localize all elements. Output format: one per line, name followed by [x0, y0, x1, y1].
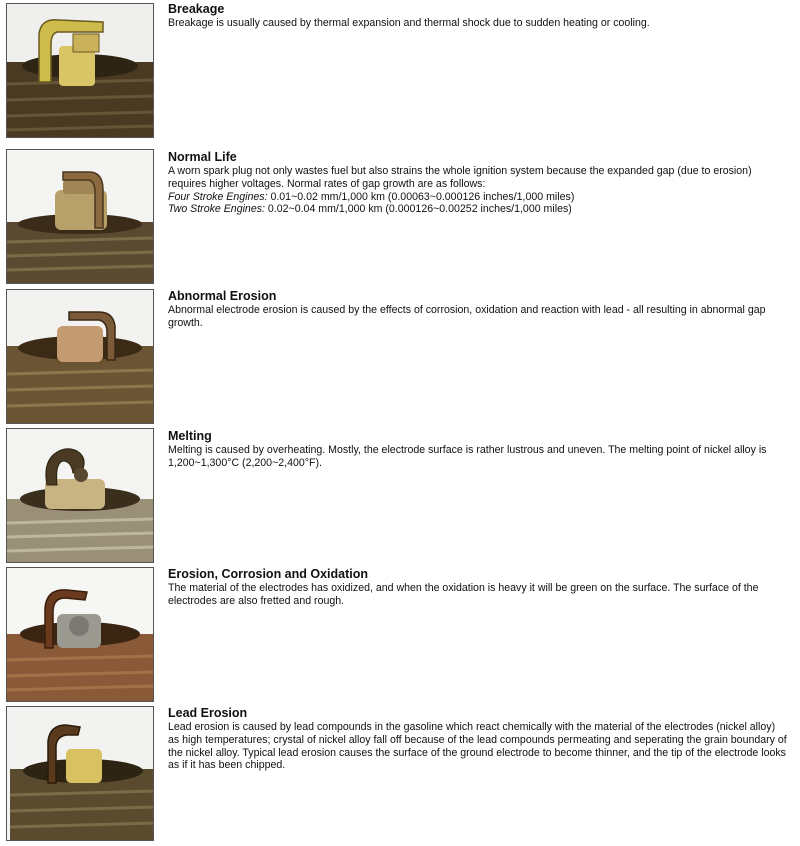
two-stroke-spec [168, 203, 788, 216]
four-stroke-spec [168, 191, 788, 204]
two-stroke-value: 0.02~0.04 mm/1,000 km (0.000126~0.00252 inches/1,000 miles) [264, 203, 572, 216]
section-title: Melting [168, 429, 212, 443]
spark-plug-lead-erosion-photo [6, 706, 154, 841]
section-body: Abnormal electrode erosion is caused by the effects of corrosion, oxidation and reaction with lead - all resulting in abnormal gap growth. [168, 304, 766, 329]
section-body: Lead erosion is caused by lead compounds in the gasoline which react chemically with the material of the electrodes (nickel alloy) as high temperatures; crystal of nickel alloy fall off because of the lead compounds permeating and seperating the grain boundary of the nickel alloy. Typical lead erosion causes the surface of the ground electrode to become thinner, and the tip of the electrode looks as if it has been chipped. [168, 721, 787, 772]
spark-plug-oxidation-photo [6, 567, 154, 702]
four-stroke-value: 0.01~0.02 mm/1,000 km (0.00063~0.000126 inches/1,000 miles) [267, 190, 575, 203]
spark-plug-breakage-photo [6, 3, 154, 138]
spark-plug-abnormal-erosion-photo [6, 289, 154, 424]
section-title: Erosion, Corrosion and Oxidation [168, 567, 369, 581]
section-title: Breakage [168, 2, 225, 16]
spark-plug-melting-photo [6, 428, 154, 563]
section-body: The material of the electrodes has oxidized, and when the oxidation is heavy it will be green on the surface. The surface of the electrodes are also fretted and rough. [168, 582, 759, 607]
section-body: Melting is caused by overheating. Mostly, the electrode surface is rather lustrous and uneven. The melting point of nickel alloy is 1,200~1,300°C (2,200~2,400°F). [168, 444, 767, 469]
two-stroke-label: Two Stroke Engines: [168, 203, 265, 216]
section-body: Breakage is usually caused by thermal expansion and thermal shock due to sudden heating or cooling. [168, 17, 650, 29]
section-title: Normal Life [168, 150, 237, 164]
section-title: Lead Erosion [168, 706, 248, 720]
section-body: A worn spark plug not only wastes fuel but also strains the whole ignition system because the expanded gap (due to erosion) requires higher voltages. Normal rates of gap growth are as follows: [168, 165, 752, 190]
four-stroke-label: Four Stroke Engines: [168, 190, 268, 203]
section-title: Abnormal Erosion [168, 289, 277, 303]
spark-plug-normal-life-photo [6, 149, 154, 284]
